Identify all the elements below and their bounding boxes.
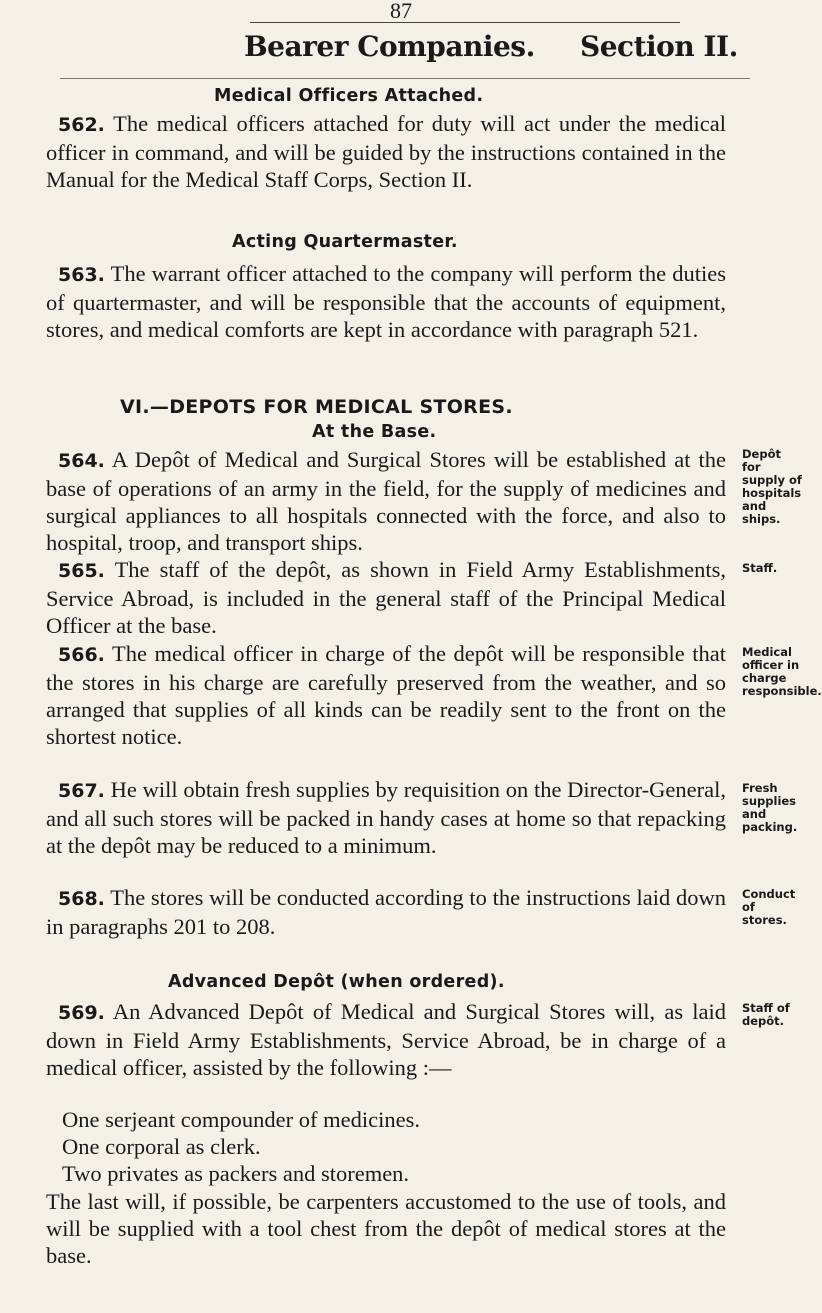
paragraph-568 bbox=[46, 884, 726, 940]
paragraph-number: 568. bbox=[58, 888, 105, 910]
paragraph-565 bbox=[46, 556, 726, 639]
paragraph-number: 566. bbox=[58, 644, 105, 666]
running-header bbox=[0, 30, 800, 80]
header-section: Section II. bbox=[580, 30, 738, 63]
paragraph-563 bbox=[46, 260, 726, 343]
paragraph-text: A Depôt of Medical and Surgical Stores will be established at the base of operations of an army in the field, for the supply of medicines and surgical appliances to all hospitals connected with the force, and also to hospital, troop, and transport ships. bbox=[46, 447, 726, 555]
paragraph-text: The medical officer in charge of the depôt will be responsible that the stores in his charge are carefully preserved from the weather, and so arranged that supplies of all kinds can be readily sent to the front on the shortest notice. bbox=[46, 641, 727, 749]
paragraph-number: 562. bbox=[58, 114, 105, 136]
paragraph-number: 565. bbox=[58, 560, 105, 582]
top-rule bbox=[250, 22, 680, 23]
paragraph-569 bbox=[46, 998, 726, 1081]
heading-medical-officers: Medical Officers Attached. bbox=[214, 86, 484, 106]
margin-note-568: Conduct of stores. bbox=[742, 887, 796, 927]
margin-note-569: Staff of depôt. bbox=[742, 1001, 790, 1028]
paragraph-text: The stores will be conducted according to the instructions laid down in paragraphs 201 to 208. bbox=[46, 885, 726, 939]
paragraph-number: 567. bbox=[58, 780, 105, 802]
heading-depots: VI.—DEPOTS FOR MEDICAL STORES. bbox=[120, 396, 513, 418]
paragraph-567 bbox=[46, 776, 726, 859]
paragraph-566 bbox=[46, 640, 726, 750]
header-rule bbox=[60, 78, 750, 79]
list-item: One serjeant compounder of medicines. bbox=[62, 1107, 421, 1132]
header-title: Bearer Companies. bbox=[244, 30, 535, 63]
paragraph-number: 569. bbox=[58, 1002, 105, 1024]
margin-note-564: Depôt for supply of hospitals and ships. bbox=[742, 447, 802, 526]
paragraph-text: The staff of the depôt, as shown in Field Army Establishments, Service Abroad, is included in the general staff of the Principal Medical Officer at the base. bbox=[46, 557, 727, 638]
closing-paragraph: The last will, if possible, be carpenters accustomed to the use of tools, and will be supplied with a tool chest from the depôt of medical stores at the base. bbox=[46, 1189, 726, 1268]
heading-acting-quartermaster: Acting Quartermaster. bbox=[232, 232, 458, 252]
paragraph-text: An Advanced Depôt of Medical and Surgical Stores will, as laid down in Field Army Establishments, Service Abroad, be in charge of a medical officer, assisted by the following :— bbox=[46, 999, 726, 1080]
list-item: Two privates as packers and storemen. bbox=[62, 1161, 410, 1186]
margin-note-566: Medical officer in charge responsible. bbox=[742, 645, 822, 698]
paragraph-564 bbox=[46, 446, 726, 556]
paragraph-562 bbox=[46, 110, 726, 193]
paragraph-number: 564. bbox=[58, 450, 105, 472]
staff-list bbox=[62, 1106, 420, 1187]
paragraph-text: The medical officers attached for duty will act under the medical officer in command, and will be guided by the instructions contained in the Manual for the Medical Staff Corps, Section II. bbox=[46, 111, 726, 192]
margin-note-565: Staff. bbox=[742, 561, 778, 575]
paragraph-text: He will obtain fresh supplies by requisition on the Director-General, and all such stores will be packed in handy cases at home so that repacking at the depôt may be reduced to a minimum. bbox=[46, 777, 726, 858]
page-number: 87 bbox=[390, 0, 412, 23]
margin-note-567: Fresh supplies and packing. bbox=[742, 781, 798, 834]
heading-advanced-depot: Advanced Depôt (when ordered). bbox=[168, 972, 505, 992]
paragraph-number: 563. bbox=[58, 264, 105, 286]
heading-at-the-base: At the Base. bbox=[312, 422, 437, 442]
list-item: One corporal as clerk. bbox=[62, 1134, 261, 1159]
paragraph-text: The warrant officer attached to the company will perform the duties of quartermaster, and will be responsible that the accounts of equipment, stores, and medical comforts are kept in accordance with paragraph 521. bbox=[46, 261, 726, 342]
